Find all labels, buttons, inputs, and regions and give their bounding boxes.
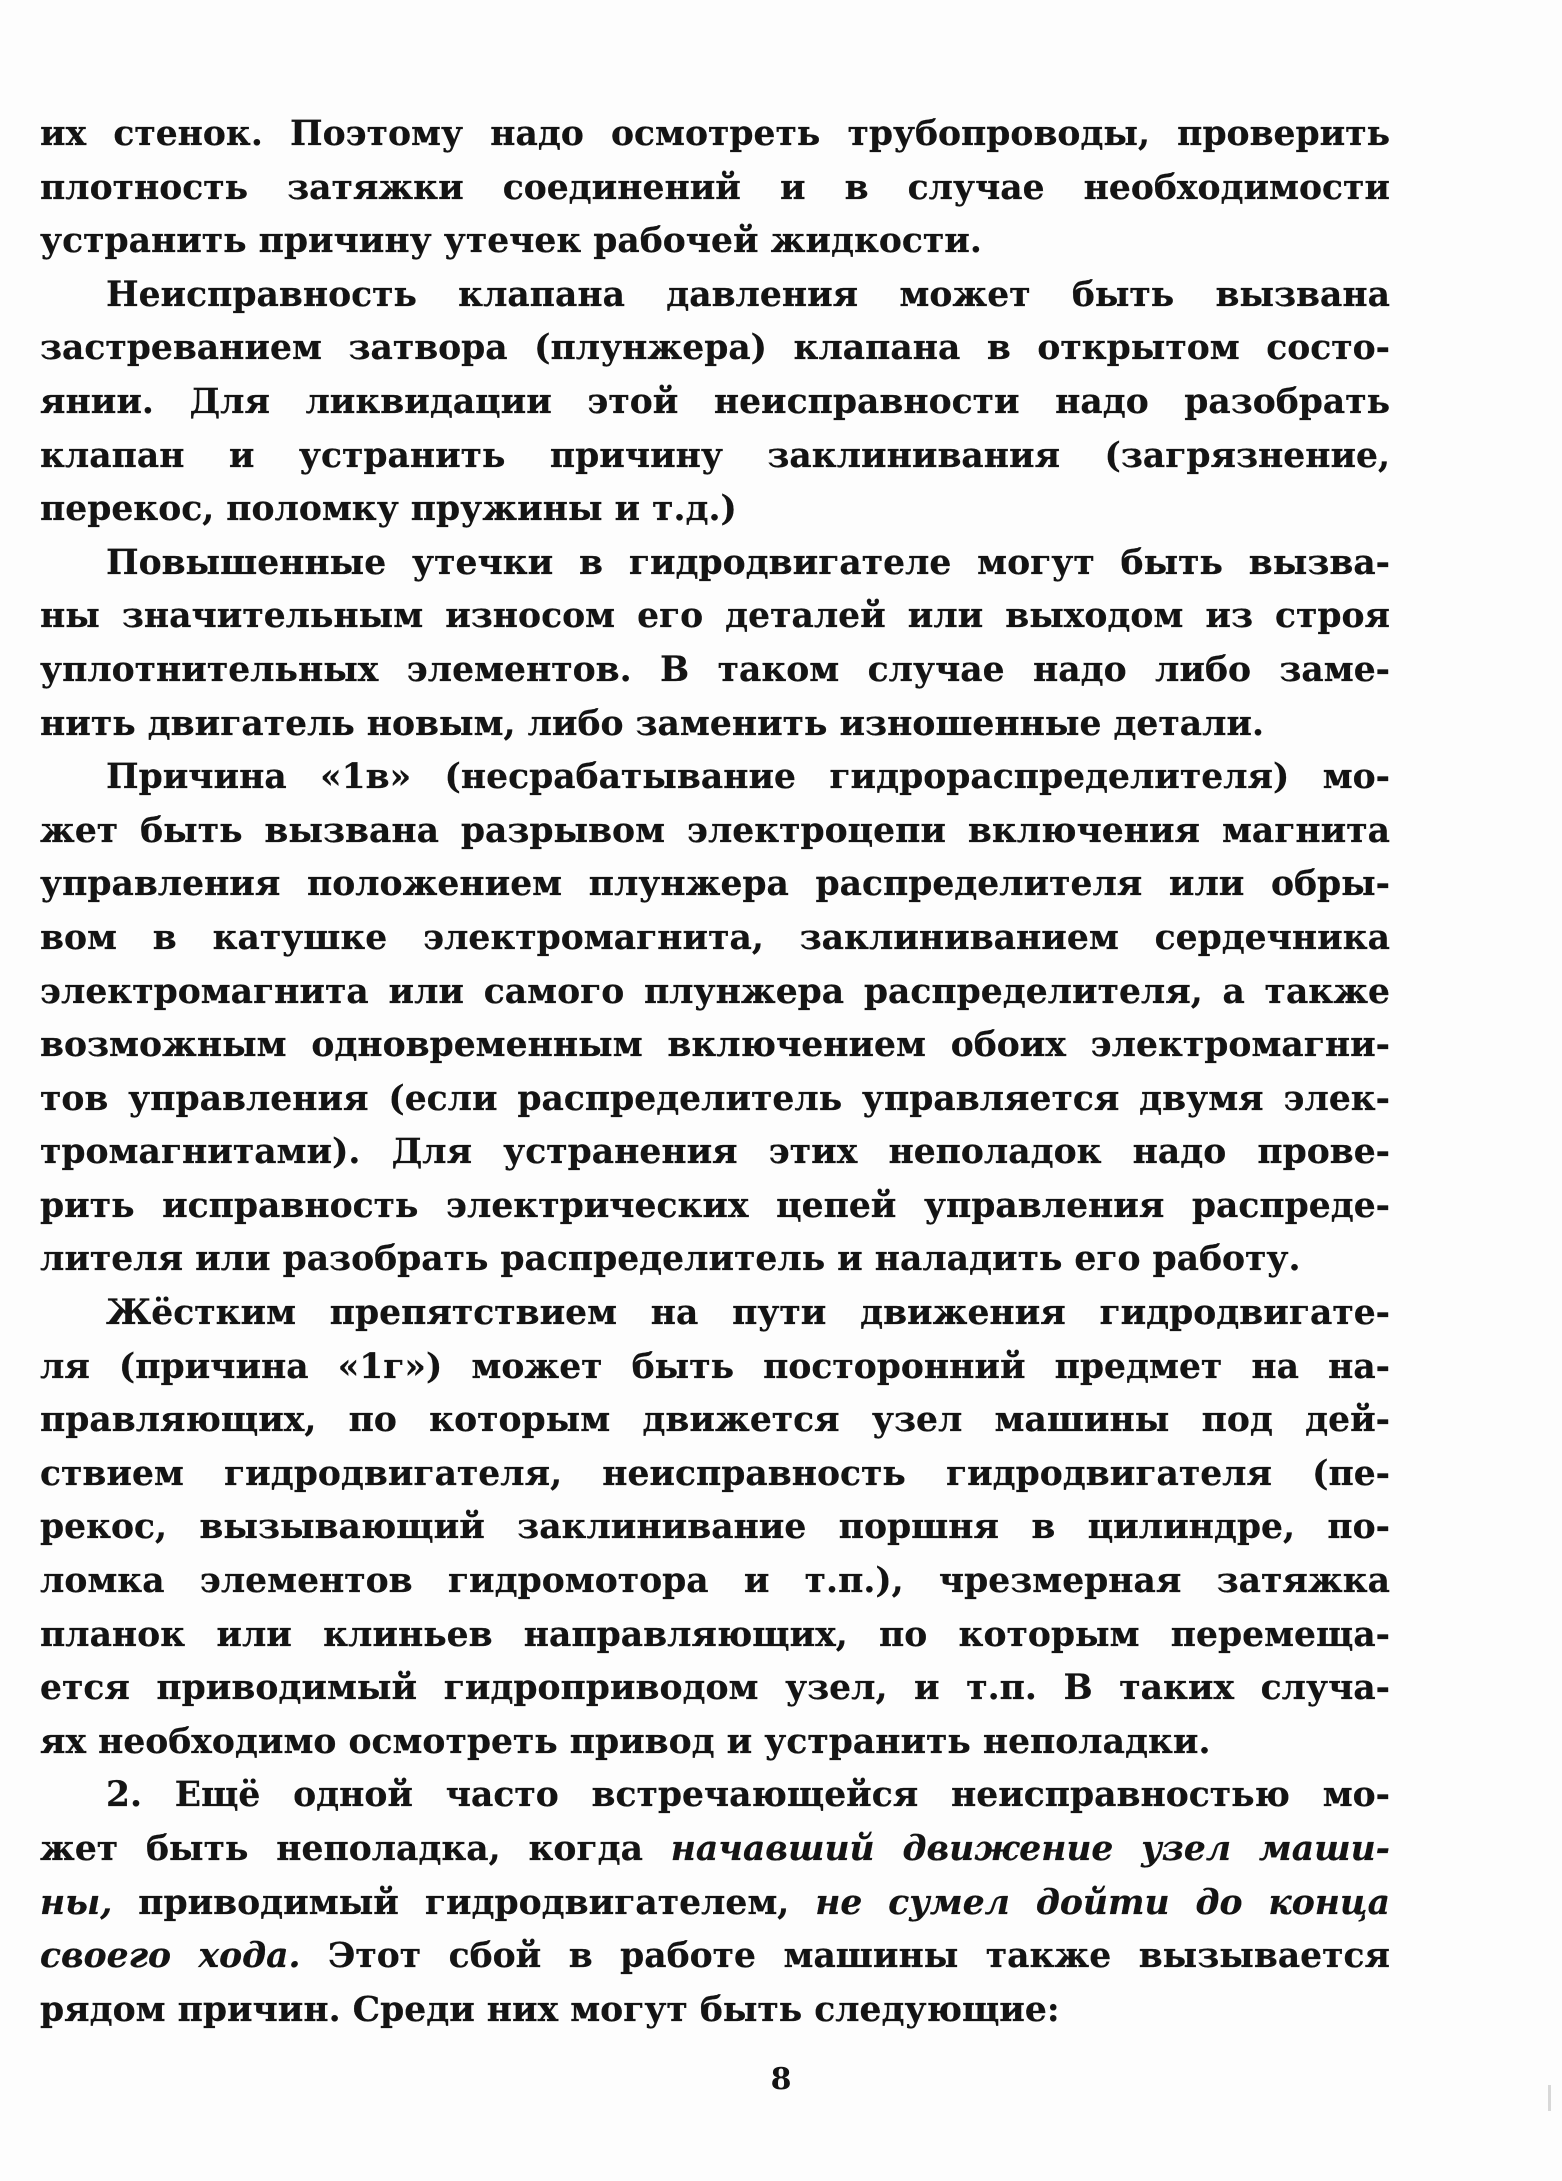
text-line: ля (причина «1г») может быть посторонний предмет на на- bbox=[40, 1346, 1390, 1387]
text-line: рядом причин. Среди них могут быть следующие: bbox=[40, 1989, 1060, 2030]
text-line: электромагнита или самого плунжера распределителя, а также bbox=[40, 971, 1390, 1012]
text-line: Жёстким препятствием на пути движения гидродвигате- bbox=[106, 1293, 1390, 1334]
text-line: Причина «1в» (несрабатывание гидрораспределителя) мо- bbox=[106, 757, 1390, 798]
text-line: ны значительным износом его деталей или выходом из строя bbox=[40, 596, 1390, 637]
text-line: клапан и устранить причину заклинивания (загрязнение, bbox=[40, 435, 1390, 476]
text-line: перекос, поломку пружины и т.д.) bbox=[40, 489, 737, 530]
scan-edge-mark bbox=[1548, 2085, 1551, 2111]
text-line: ях необходимо осмотреть привод и устранить неполадки. bbox=[40, 1721, 1211, 1762]
text-line: жет быть вызвана разрывом электроцепи включения магнита bbox=[40, 810, 1390, 851]
text-line: лителя или разобрать распределитель и наладить его работу. bbox=[40, 1239, 1301, 1280]
page-number: 8 bbox=[770, 2062, 792, 2097]
text-line: нить двигатель новым, либо заменить изношенные детали. bbox=[40, 703, 1265, 744]
paragraph-5 bbox=[40, 1287, 1390, 1769]
text-line: ствием гидродвигателя, неисправность гидродвигателя (пе- bbox=[40, 1453, 1390, 1494]
paragraph-3 bbox=[40, 537, 1390, 751]
paragraph-4 bbox=[40, 751, 1390, 1287]
text-line: янии. Для ликвидации этой неисправности надо разобрать bbox=[40, 381, 1390, 422]
text-line: уплотнительных элементов. В таком случае надо либо заме- bbox=[40, 649, 1390, 690]
paragraph-2 bbox=[40, 269, 1390, 537]
text-line: возможным одновременным включением обоих электромагни- bbox=[40, 1025, 1390, 1066]
text-line bbox=[40, 1930, 1390, 1984]
text-line: тромагнитами). Для устранения этих неполадок надо прове- bbox=[40, 1132, 1390, 1173]
text-line bbox=[40, 1877, 1390, 1931]
text-line: ломка элементов гидромотора и т.п.), чрезмерная затяжка bbox=[40, 1561, 1390, 1602]
text-line: застреванием затвора (плунжера) клапана в открытом состо- bbox=[40, 328, 1390, 369]
text-line: устранить причину утечек рабочей жидкости. bbox=[40, 221, 982, 262]
italic-emphasis: начавший движение узел маши- bbox=[670, 1829, 1390, 1869]
text-line: плотность затяжки соединений и в случае необходимости bbox=[40, 167, 1390, 208]
italic-emphasis: своего хода. bbox=[40, 1936, 301, 1977]
body-text bbox=[40, 108, 1390, 2037]
text-line: тов управления (если распределитель управляется двумя элек- bbox=[40, 1078, 1390, 1119]
text-line: ется приводимый гидроприводом узел, и т.п. В таких случа- bbox=[40, 1668, 1390, 1709]
text-line: рекос, вызывающий заклинивание поршня в цилиндре, по- bbox=[40, 1507, 1390, 1548]
text-run: приводимый гидродвигателем, bbox=[112, 1882, 816, 1923]
paragraph-6 bbox=[40, 1769, 1390, 2037]
text-line: их стенок. Поэтому надо осмотреть трубопроводы, проверить bbox=[40, 114, 1390, 154]
text-line: правляющих, по которым движется узел машины под дей- bbox=[40, 1400, 1390, 1441]
italic-emphasis: не сумел дойти до конца bbox=[815, 1882, 1390, 1923]
text-line: планок или клиньев направляющих, по которым перемеща- bbox=[40, 1614, 1390, 1655]
text-run: Этот сбой в работе машины также вызывается bbox=[300, 1936, 1390, 1977]
text-run: жет быть неполадка, когда bbox=[40, 1829, 671, 1869]
text-line: рить исправность электрических цепей управления распреде- bbox=[40, 1185, 1390, 1226]
text-line: Неисправность клапана давления может быть вызвана bbox=[106, 274, 1390, 315]
text-line: управления положением плунжера распределителя или обры- bbox=[40, 864, 1390, 905]
text-line: 2. Ещё одной часто встречающейся неисправностью мо- bbox=[106, 1775, 1390, 1816]
text-line bbox=[40, 1823, 1390, 1877]
text-line: Повышенные утечки в гидродвигателе могут быть вызва- bbox=[106, 542, 1390, 583]
italic-emphasis: ны, bbox=[40, 1882, 113, 1923]
paragraph-1 bbox=[40, 108, 1390, 269]
text-line: вом в катушке электромагнита, заклиниванием сердечника bbox=[40, 917, 1390, 958]
